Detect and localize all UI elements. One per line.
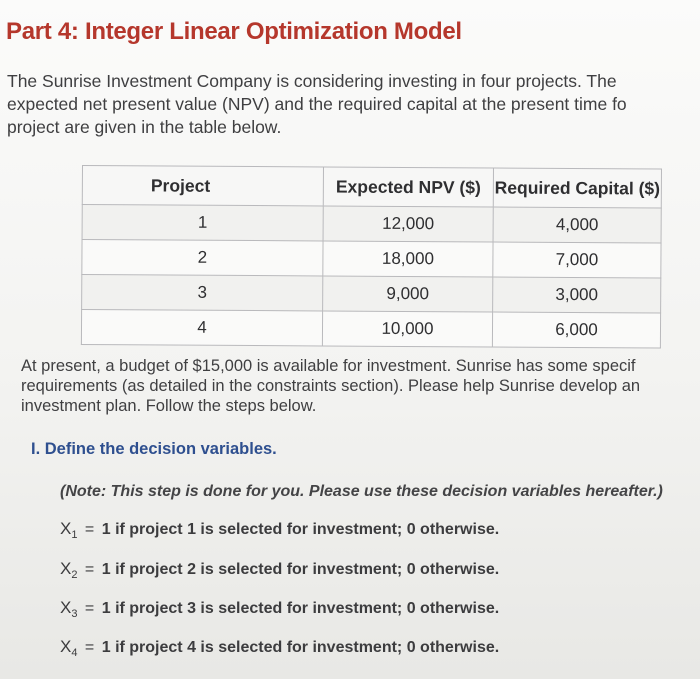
intro-line: project are given in the table below. xyxy=(7,117,282,137)
variable-definition: 1 if project 3 is selected for investment; 0 otherwise. xyxy=(101,600,500,617)
variable-definition: 1 if project 4 is selected for investment; 0 otherwise. xyxy=(101,639,500,656)
table-header-row xyxy=(82,166,661,209)
variable-subscript: 3 xyxy=(71,608,78,621)
decision-variable-x2 xyxy=(60,559,499,581)
budget-paragraph xyxy=(21,356,700,416)
intro-paragraph xyxy=(7,70,700,139)
budget-line: investment plan. Follow the steps below. xyxy=(21,397,317,415)
cell-npv: 18,000 xyxy=(323,241,493,277)
intro-line: expected net present value (NPV) and the required capital at the present time fo xyxy=(7,94,627,114)
decision-variable-x1 xyxy=(60,519,499,541)
budget-line: requirements (as detailed in the constraints section). Please help Sunrise develop an xyxy=(21,377,641,395)
variable-equals: = xyxy=(84,639,95,656)
cell-capital: 7,000 xyxy=(493,242,661,278)
projects-table xyxy=(81,165,662,349)
variable-definition: 1 if project 2 is selected for investment; 0 otherwise. xyxy=(101,561,500,578)
decision-variable-x3 xyxy=(60,598,499,620)
cell-npv: 10,000 xyxy=(322,311,492,347)
variable-letter: X xyxy=(60,519,72,538)
step-heading: I. Define the decision variables. xyxy=(31,440,277,458)
table-row xyxy=(81,310,660,349)
header-project: Project xyxy=(82,166,323,206)
variable-equals: = xyxy=(84,521,95,538)
variable-letter: X xyxy=(60,637,72,656)
decision-variable-x4 xyxy=(60,637,499,659)
variable-definition: 1 if project 1 is selected for investment; 0 otherwise. xyxy=(101,521,500,538)
variable-letter: X xyxy=(60,559,72,578)
table-row xyxy=(82,240,661,279)
page-title: Part 4: Integer Linear Optimization Model xyxy=(6,18,462,45)
variable-equals: = xyxy=(84,600,95,617)
table-row xyxy=(82,275,661,314)
cell-npv: 12,000 xyxy=(323,206,493,242)
budget-line: At present, a budget of $15,000 is available for investment. Sunrise has some specif xyxy=(21,357,636,375)
cell-project: 2 xyxy=(82,240,323,276)
step-note: (Note: This step is done for you. Please use these decision variables hereafter.) xyxy=(60,483,663,500)
header-required-capital: Required Capital ($) xyxy=(493,168,661,208)
header-expected-npv: Expected NPV ($) xyxy=(323,167,493,207)
intro-line: The Sunrise Investment Company is considering investing in four projects. The xyxy=(7,71,617,91)
cell-project: 1 xyxy=(82,205,323,241)
variable-equals: = xyxy=(84,561,95,578)
variable-subscript: 2 xyxy=(71,569,78,582)
variable-letter: X xyxy=(60,598,72,617)
projects-table-container xyxy=(81,165,668,357)
cell-project: 4 xyxy=(81,310,322,346)
cell-capital: 3,000 xyxy=(493,277,661,313)
cell-project: 3 xyxy=(82,275,323,311)
variable-subscript: 4 xyxy=(71,647,78,660)
cell-capital: 6,000 xyxy=(492,312,660,348)
cell-npv: 9,000 xyxy=(323,276,493,312)
table-row xyxy=(82,205,661,244)
variable-subscript: 1 xyxy=(71,529,78,542)
cell-capital: 4,000 xyxy=(493,207,661,243)
